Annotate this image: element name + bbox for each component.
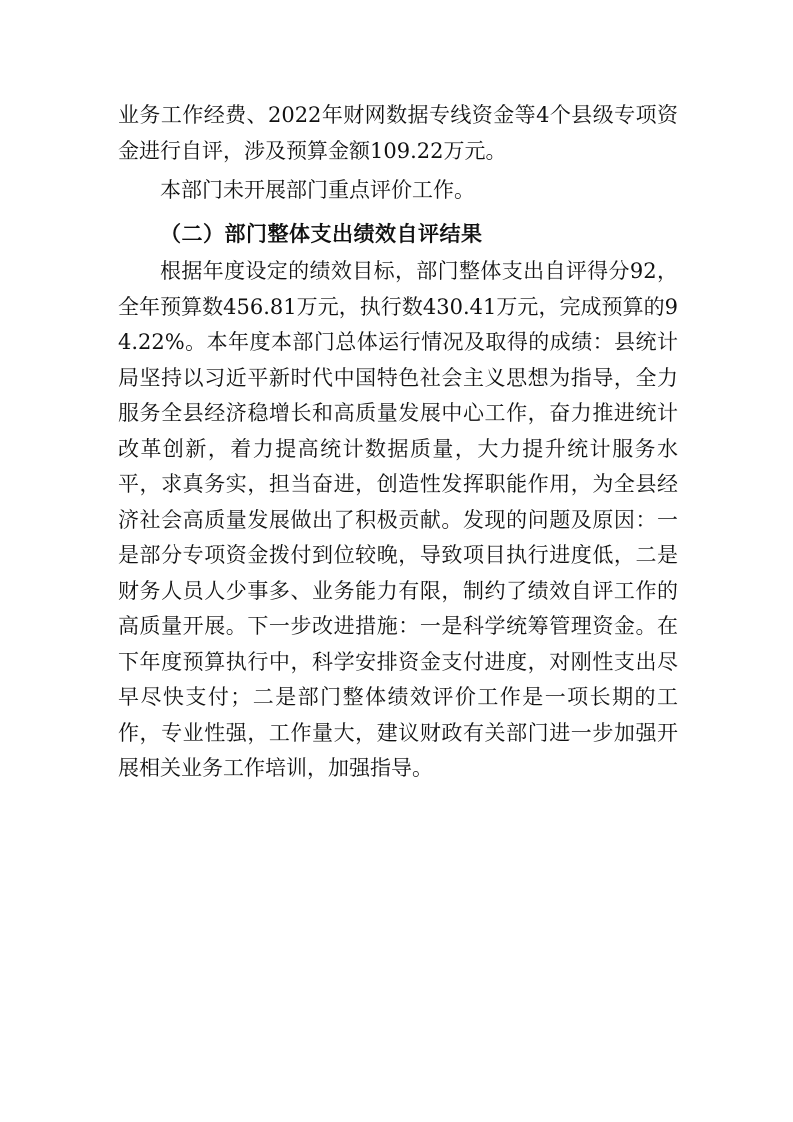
paragraph-no-key-evaluation: 本部门未开展部门重点评价工作。 (160, 178, 475, 202)
paragraph-evaluation-results: 根据年度设定的绩效目标，部门整体支出自评得分92，全年预算数456.81万元，执行数430.41万元，完成预算的94.22%。本年度本部门总体运行情况及取得的成绩：县统计局坚持以习近平新时代中国特色社会主义思想为指导，全力服务全县经济稳增长和高质量发展中心工作，奋力推进统计改革创新，着力提高统计数据质量，大力提升统计服务水平，求真务实，担当奋进，创造性发挥职能作用，为全县经济社会高质量发展做出了积极贡献。发现的问题及原因：一是部分专项资金拨付到位较晚，导致项目执行进度低，二是财务人员人少事多、业务能力有限，制约了绩效自评工作的高质量开展。下一步改进措施：一是科学统筹管理资金。在下年度预算执行中，科学安排资金支付进度，对刚性支出尽早尽快支付；二是部门整体绩效评价工作是一项长期的工作，专业性强，工作量大，建议财政有关部门进一步加强开展相关业务工作培训，加强指导。 (118, 259, 678, 780)
paragraph-special-funds-evaluation: 业务工作经费、2022年财网数据专线资金等4个县级专项资金进行自评，涉及预算金额109.22万元。 (118, 103, 678, 163)
section-heading-overall-evaluation: （二）部门整体支出绩效自评结果 (160, 220, 483, 246)
document-body (118, 98, 678, 787)
